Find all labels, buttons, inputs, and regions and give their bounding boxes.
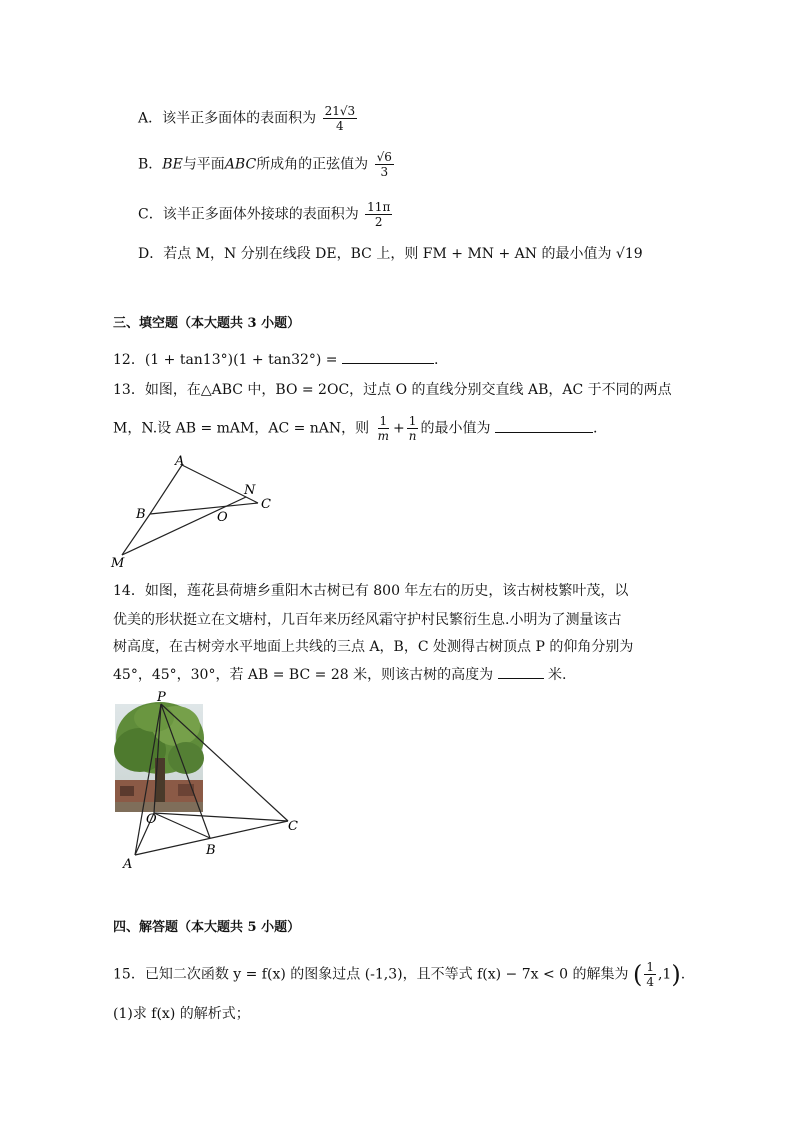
question-13-line-2: M，N.设 AB = mAM，AC = nAN，则 $\frac{1}{m}$ + $\frac{1}{n}$ 的最小值为 . [113, 414, 598, 443]
option-b: B．BE与平面ABC所成角的正弦值为 $\frac{√6}{3}$ [138, 150, 392, 179]
question-14-line-2: 优美的形状挺立在文塘村，几百年来历经风霜守护村民繁衍生息.小明为了测量该古 [113, 612, 622, 628]
segment-ab [150, 465, 182, 514]
segment-oc [154, 813, 288, 821]
label-a: A [175, 454, 185, 469]
question-15-part-1: (1)求 f(x) 的解析式； [113, 1006, 250, 1022]
option-c: C．该半正多面体外接球的表面积为 $\frac{11\pi}{2}$ [138, 200, 391, 229]
option-d: D．若点 M，N 分别在线段 DE，BC 上，则 FM + MN + AN 的最小值为 √19 [138, 246, 643, 262]
section-heading-solutions: 四、解答题（本大题共 5 小题） [113, 920, 301, 935]
question-12: 12．(1 + tan13°)(1 + tan32°) = . [113, 352, 439, 368]
label-p: P [157, 690, 166, 705]
triangle-figure-q13 [105, 450, 285, 572]
label-o: O [217, 510, 228, 525]
segment-bc [150, 503, 258, 514]
label-n: N [244, 483, 256, 498]
option-c-fraction: $\frac{11\pi}{2}$ [367, 200, 391, 229]
label-c: C [261, 497, 271, 512]
label-b: B [136, 507, 146, 522]
answer-blank-12 [342, 351, 434, 364]
answer-blank-13 [495, 420, 593, 433]
q13-fraction-1: $\frac{1}{m}$ [377, 414, 390, 443]
q13-fraction-2: $\frac{1}{n}$ [408, 414, 417, 443]
q15-fraction: $\frac{1}{4}$ [646, 960, 654, 989]
option-a [138, 104, 359, 133]
question-15: 15．已知二次函数 y = f(x) 的图象过点 (-1,3)，且不等式 f(x) − 7x < 0 的解集为 ( $\frac{1}{4}$ ,1). [113, 960, 686, 989]
option-a-text: A．该半正多面体的表面积为 [138, 110, 317, 127]
question-14-line-4: 45°，45°，30°，若 AB = BC = 28 米，则该古树的高度为 米. [113, 667, 567, 683]
question-14-line-1: 14．如图，莲花县荷塘乡重阳木古树已有 800 年左右的历史，该古树枝繁叶茂，以 [113, 583, 629, 599]
segment-mn [122, 497, 246, 555]
option-a-fraction: $\frac{21√3}{4}$ [324, 104, 356, 133]
section-heading-fill-in: 三、填空题（本大题共 3 小题） [113, 316, 301, 331]
label-a: A [123, 857, 133, 872]
label-m: M [111, 556, 125, 571]
label-o: O [146, 812, 157, 827]
question-13-line-1: 13．如图，在△ABC 中，BO = 2OC，过点 O 的直线分别交直线 AB，AC 于不同的两点 [113, 382, 672, 398]
tree-measurement-figure [108, 688, 308, 873]
option-b-fraction: $\frac{√6}{3}$ [376, 150, 392, 179]
question-14-line-3: 树高度，在古树旁水平地面上共线的三点 A，B，C 处测得古树顶点 P 的仰角分别为 [113, 639, 634, 655]
label-b: B [206, 843, 216, 858]
answer-blank-14 [498, 666, 544, 679]
label-c: C [288, 819, 298, 834]
